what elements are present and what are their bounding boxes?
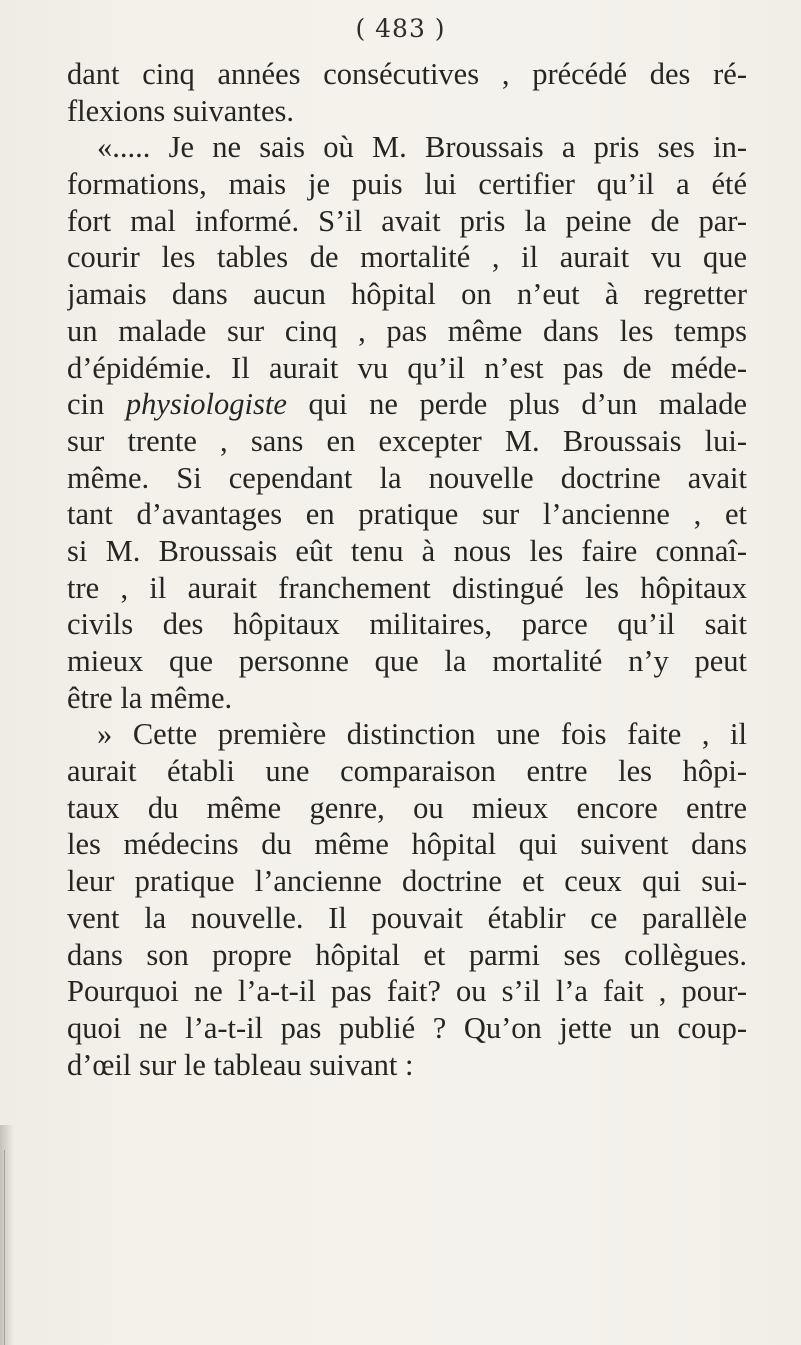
text-line: fort mal informé. S’il avait pris la peine de par- <box>67 203 747 238</box>
text-line: tre , il aurait franchement distingué les hôpitaux <box>67 570 747 605</box>
text-line: jamais dans aucun hôpital on n’eut à regretter <box>67 277 747 312</box>
text-line: être la même. <box>67 680 233 715</box>
text-line: formations, mais je puis lui certifier qu’il a été <box>67 167 747 202</box>
text-line: quoi ne l’a-t-il pas publié ? Qu’on jette un coup- <box>67 1010 747 1045</box>
text-line: leur pratique l’ancienne doctrine et ceux qui sui- <box>67 864 747 899</box>
text-line: courir les tables de mortalité , il aurait vu que <box>67 240 747 275</box>
text-line: d’épidémie. Il aurait vu qu’il n’est pas de méde- <box>67 350 747 385</box>
text-line: sur trente , sans en excepter M. Broussais lui- <box>67 423 747 458</box>
text-line: Pourquoi ne l’a-t-il pas fait? ou s’il l’a fait , pour- <box>67 974 747 1009</box>
text-line: si M. Broussais eût tenu à nous les faire connaî- <box>67 533 747 568</box>
text-fragment: qui ne perde plus d’un malade <box>286 387 747 422</box>
text-line: d’œil sur le tableau suivant : <box>67 1047 414 1082</box>
text-line: vent la nouvelle. Il pouvait établir ce parallèle <box>67 900 747 935</box>
text-line: civils des hôpitaux militaires, parce qu’il sait <box>67 607 747 642</box>
text-line: «..... Je ne sais où M. Broussais a pris ses in- <box>97 130 747 165</box>
text-line: aurait établi une comparaison entre les hôpi- <box>67 754 747 789</box>
text-fragment: cin <box>67 387 126 422</box>
text-line: tant d’avantages en pratique sur l’ancienne , et <box>67 497 747 532</box>
text-line: dant cinq années consécutives , précédé des ré- <box>67 57 747 91</box>
text-line-with-italic <box>67 386 747 423</box>
text-line: flexions suivantes. <box>67 93 295 128</box>
text-line: les médecins du même hôpital qui suivent dans <box>67 827 747 862</box>
italic-word: physiologiste <box>125 387 287 422</box>
page-number: ( 483 ) <box>355 14 446 43</box>
text-line: dans son propre hôpital et parmi ses collègues. <box>67 937 747 972</box>
text-line: mieux que personne que la mortalité n’y peut <box>67 644 747 678</box>
page-edge-shadow <box>0 1125 14 1345</box>
text-line: taux du même genre, ou mieux encore entre <box>67 790 747 825</box>
body-text <box>67 56 747 1083</box>
text-line: même. Si cependant la nouvelle doctrine avait <box>67 460 747 495</box>
text-line: un malade sur cinq , pas même dans les temps <box>67 313 747 348</box>
text-line: » Cette première distinction une fois faite , il <box>97 717 747 752</box>
page-edge-line <box>4 1150 5 1345</box>
